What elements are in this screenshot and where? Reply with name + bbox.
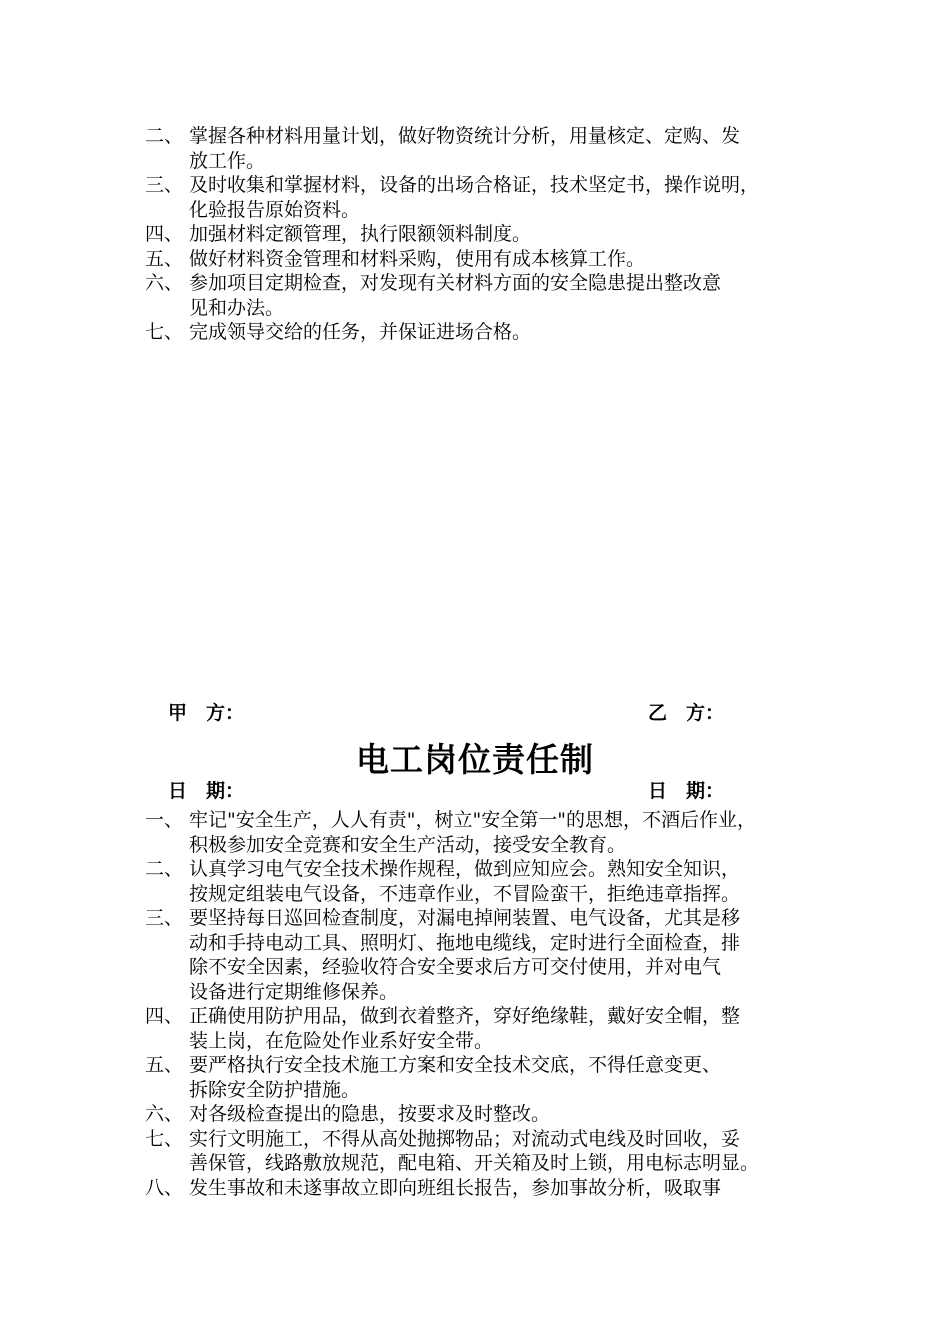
item-text: 掌握各种材料用量计划，做好物资统计分析，用量核定、定购、发: [189, 125, 741, 147]
item-text-continued: 善保管，线路敷放规范，配电箱、开关箱及时上锁，用电标志明显。: [189, 1152, 760, 1174]
item-text: 实行文明施工，不得从高处抛掷物品；对流动式电线及时回收，妥: [189, 1127, 741, 1150]
item-text: 及时收集和掌握材料，设备的出场合格证，技术坚定书，操作说明，: [189, 174, 760, 196]
item-number: 四、: [145, 1005, 184, 1027]
list-item: [145, 222, 825, 247]
list-item: [145, 173, 825, 222]
item-text-continued: 装上岗，在危险处作业系好安全带。: [189, 1029, 494, 1052]
item-text: 对各级检查提出的隐患，按要求及时整改。: [189, 1103, 551, 1125]
item-text: 完成领导交给的任务，并保证进场合格。: [189, 321, 532, 343]
item-number: 三、: [145, 907, 184, 929]
item-number: 五、: [145, 247, 184, 270]
page-title: 电工岗位责任制: [356, 740, 594, 779]
list-item: [145, 124, 825, 173]
item-number: 五、: [145, 1054, 184, 1076]
item-number: 三、: [145, 174, 184, 196]
responsibility-list-top: [145, 124, 825, 345]
item-text-continued: 见和办法。: [189, 296, 285, 319]
party-b-label: 乙 方：: [648, 702, 725, 724]
list-item: [145, 808, 825, 857]
list-item: [145, 857, 825, 906]
list-item: [145, 1176, 825, 1201]
list-item: [145, 1053, 825, 1102]
item-text-continued: 动和手持电动工具、照明灯、拖地电缆线，定时进行全面检查，排: [189, 931, 741, 954]
responsibility-list-bottom: [145, 808, 825, 1200]
item-text: 做好材料资金管理和材料采购，使用有成本核算工作。: [189, 247, 646, 270]
item-text-continued: 拆除安全防护措施。: [189, 1078, 361, 1101]
item-text: 加强材料定额管理，执行限额领料制度。: [189, 223, 532, 245]
date-b-label: 日 期：: [648, 780, 725, 802]
item-number: 四、: [145, 223, 184, 245]
item-text-continued: 化验报告原始资料。: [189, 198, 361, 221]
list-item: [145, 1127, 825, 1176]
item-number: 六、: [145, 1103, 184, 1125]
item-text: 牢记"安全生产，人人有责"，树立"安全第一"的思想，不酒后作业，: [189, 809, 756, 831]
item-text-continued: 设备进行定期维修保养。: [189, 980, 399, 1003]
item-number: 二、: [145, 125, 184, 147]
item-text-continued: 除不安全因素，经验收符合安全要求后方可交付使用，并对电气: [189, 956, 722, 978]
item-text-continued: 积极参加安全竞赛和安全生产活动，接受安全教育。: [189, 833, 627, 856]
item-text: 要严格执行安全技术施工方案和安全技术交底，不得任意变更、: [189, 1054, 722, 1076]
list-item: [145, 247, 825, 272]
item-text: 要坚持每日巡回检查制度，对漏电掉闸装置、电气设备，尤其是移: [189, 907, 741, 929]
item-number: 八、: [145, 1176, 184, 1199]
item-text: 发生事故和未遂事故立即向班组长报告，参加事故分析，吸取事: [189, 1176, 722, 1199]
date-a-label: 日 期：: [168, 780, 245, 802]
item-text: 认真学习电气安全技术操作规程，做到应知应会。熟知安全知识，: [189, 858, 741, 880]
item-text-continued: 按规定组装电气设备，不违章作业，不冒险蛮干，拒绝违章指挥。: [189, 882, 741, 905]
item-text: 参加项目定期检查，对发现有关材料方面的安全隐患提出整改意: [189, 272, 722, 294]
item-number: 二、: [145, 858, 184, 880]
list-item: [145, 1102, 825, 1127]
item-number: 七、: [145, 321, 184, 343]
item-text-continued: 放工作。: [189, 149, 266, 172]
item-number: 六、: [145, 272, 184, 294]
list-item: [145, 320, 825, 345]
item-number: 一、: [145, 809, 184, 831]
item-text: 正确使用防护用品，做到衣着整齐，穿好绝缘鞋，戴好安全帽，整: [189, 1005, 741, 1027]
list-item: [145, 1004, 825, 1053]
item-number: 七、: [145, 1127, 184, 1150]
party-a-label: 甲 方：: [168, 702, 245, 724]
list-item: [145, 271, 825, 320]
list-item: [145, 906, 825, 1004]
